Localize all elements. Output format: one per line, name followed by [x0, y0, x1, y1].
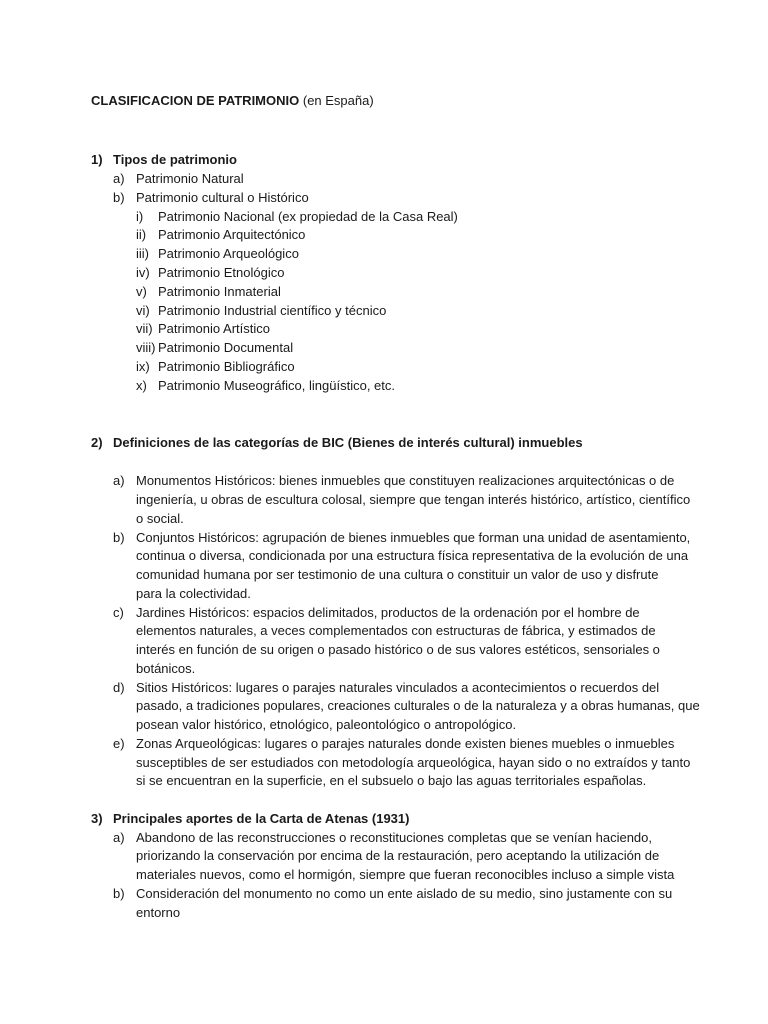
section-3-title: Principales aportes de la Carta de Atenas (1931) — [113, 811, 410, 826]
section-3-number: 3) — [91, 811, 103, 826]
paragraph-line: si se encuentran en la superficie, en el subsuelo o bajo las aguas territoriales españolas. — [136, 773, 647, 788]
paragraph-line: Consideración del monumento no como un ente aislado de su medio, sino justamente con su — [136, 886, 673, 901]
sublist-item: Patrimonio Industrial científico y técnico — [158, 303, 387, 318]
sublist-marker: vi) — [136, 303, 150, 318]
sublist-item: Patrimonio Arquitectónico — [158, 227, 306, 242]
list-marker: a) — [113, 830, 125, 845]
document-title — [91, 92, 374, 110]
sublist-marker: i) — [136, 209, 144, 224]
paragraph-line: continua o diversa, condicionada por una estructura física representativa de la evolución de una — [136, 548, 689, 563]
paragraph-line: para la colectividad. — [136, 586, 251, 601]
paragraph-line: Jardines Históricos: espacios delimitados, productos de la ordenación por el hombre de — [136, 605, 640, 620]
paragraph-line: elementos naturales, a veces complementados con estructuras de fábrica, y estimados de — [136, 623, 656, 638]
list-marker: d) — [113, 680, 125, 695]
paragraph-line: priorizando la conservación por encima de la restauración, pero aceptando la utilización de — [136, 848, 660, 863]
sublist-item: Patrimonio Etnológico — [158, 265, 285, 280]
sublist-marker: iv) — [136, 265, 150, 280]
paragraph-line: susceptibles de ser estudiados con metodología arqueológica, hayan sido o no extraídos y tanto — [136, 755, 691, 770]
list-item: Patrimonio cultural o Histórico — [136, 190, 309, 205]
paragraph-line: botánicos. — [136, 661, 196, 676]
list-marker: b) — [113, 530, 125, 545]
sublist-item: Patrimonio Museográfico, lingüístico, etc. — [158, 378, 395, 393]
sublist-marker: viii) — [136, 340, 156, 355]
section-2-title: Definiciones de las categorías de BIC (Bienes de interés cultural) inmuebles — [113, 435, 583, 450]
paragraph-line: Sitios Históricos: lugares o parajes naturales vinculados a acontecimientos o recuerdos del — [136, 680, 660, 695]
sublist-marker: ii) — [136, 227, 147, 242]
paragraph-line: Zonas Arqueológicas: lugares o parajes naturales donde existen bienes muebles o inmuebles — [136, 736, 675, 751]
paragraph-line: pasado, a tradiciones populares, creaciones culturales o de la naturaleza y a obras humanas, que — [136, 698, 700, 713]
paragraph-line: ingeniería, u obras de escultura colosal, siempre que tengan interés histórico, artístico, científico — [136, 492, 691, 507]
paragraph-line: o social. — [136, 511, 184, 526]
sublist-item: Patrimonio Artístico — [158, 321, 270, 336]
document-title-bold: CLASIFICACION DE PATRIMONIO — [91, 93, 300, 108]
paragraph-line: comunidad humana por ser testimonio de una cultura o constituir un valor de uso y disfrute — [136, 567, 659, 582]
sublist-marker: vii) — [136, 321, 153, 336]
paragraph-line: Conjuntos Históricos: agrupación de bienes inmuebles que forman una unidad de asentamiento, — [136, 530, 691, 545]
paragraph-line: interés en función de su origen o pasado histórico o de sus valores estéticos, sensoriales o — [136, 642, 660, 657]
sublist-item: Patrimonio Bibliográfico — [158, 359, 295, 374]
list-marker: b) — [113, 886, 125, 901]
sublist-marker: x) — [136, 378, 147, 393]
sublist-marker: ix) — [136, 359, 150, 374]
sublist-marker: iii) — [136, 246, 149, 261]
paragraph-line: entorno — [136, 905, 181, 920]
paragraph-line: posean valor histórico, etnológico, paleontológico o antropológico. — [136, 717, 517, 732]
list-marker: c) — [113, 605, 124, 620]
list-item: Patrimonio Natural — [136, 171, 244, 186]
sublist-item: Patrimonio Documental — [158, 340, 294, 355]
sublist-marker: v) — [136, 284, 147, 299]
paragraph-line: Monumentos Históricos: bienes inmuebles que constituyen realizaciones arquitectónicas o de — [136, 473, 675, 488]
sublist-item: Patrimonio Inmaterial — [158, 284, 281, 299]
list-marker: a) — [113, 171, 125, 186]
section-2-number: 2) — [91, 435, 103, 450]
section-1-number: 1) — [91, 152, 103, 167]
list-marker: e) — [113, 736, 125, 751]
list-marker: a) — [113, 473, 125, 488]
section-1-title: Tipos de patrimonio — [113, 152, 237, 167]
sublist-item: Patrimonio Nacional (ex propiedad de la Casa Real) — [158, 209, 458, 224]
list-marker: b) — [113, 190, 125, 205]
sublist-item: Patrimonio Arqueológico — [158, 246, 299, 261]
paragraph-line: Abandono de las reconstrucciones o reconstituciones completas que se venían haciendo, — [136, 830, 652, 845]
document-title-suffix: (en España) — [299, 93, 374, 108]
paragraph-line: materiales nuevos, como el hormigón, siempre que fueran reconocibles incluso a simple vista — [136, 867, 675, 882]
